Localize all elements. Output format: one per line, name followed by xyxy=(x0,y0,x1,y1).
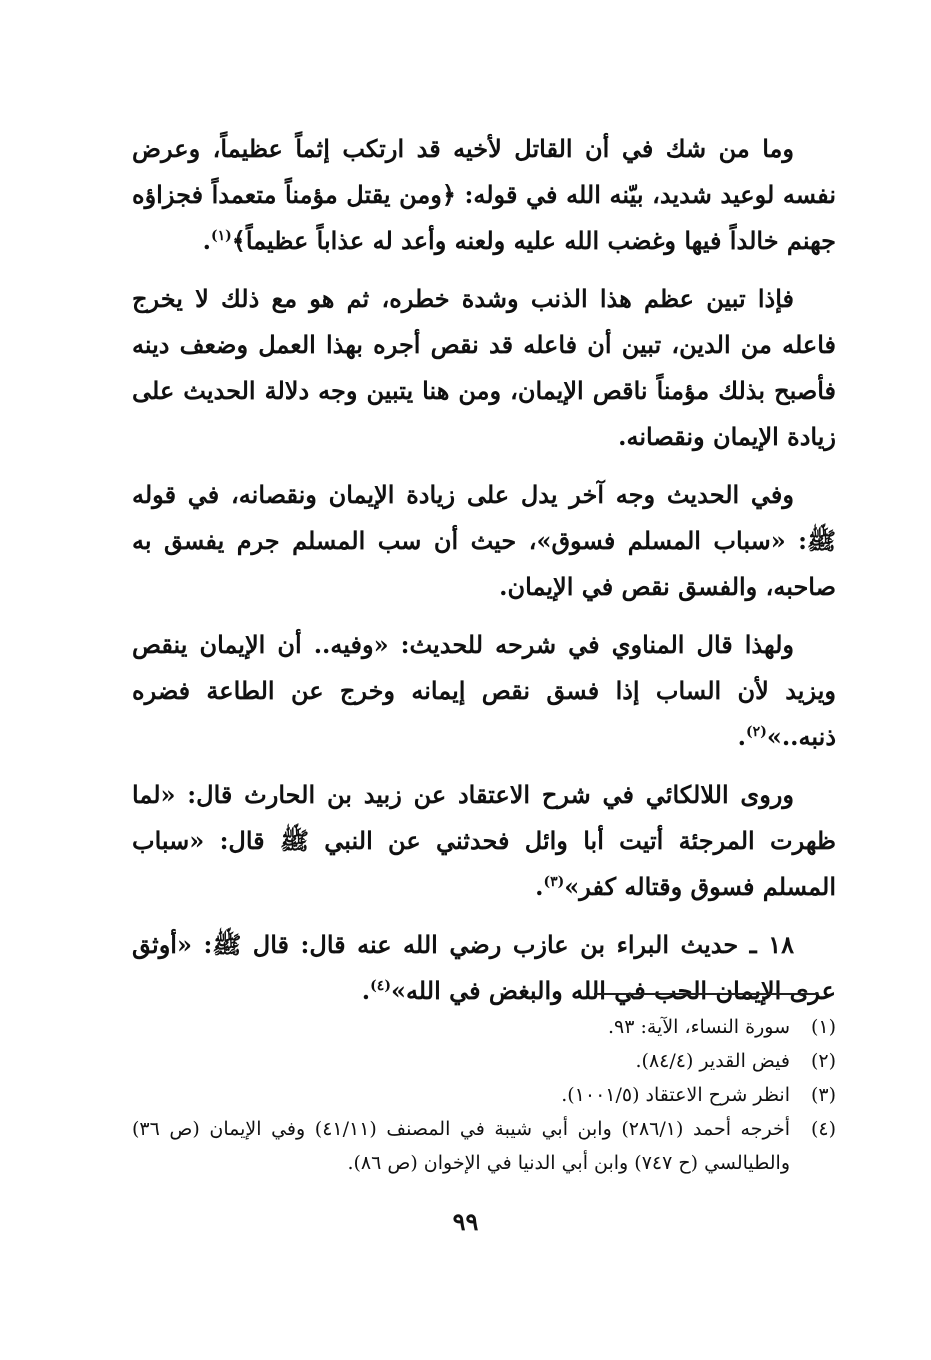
paragraph-tail: . xyxy=(535,872,544,901)
paragraph-text: فإذا تبين عظم هذا الذنب وشدة خطره، ثم هو مع ذلك لا يخرج فاعله من الدين، تبين أن فاعله قد نقص أجره بهذا العمل وضعف دينه فأصبح بذلك مؤمناً ناقص الإيمان، ومن هنا يتبين وجه دلالة الحديث على زيادة الإيمان ونقصانه. xyxy=(132,284,836,451)
footnotes xyxy=(132,1010,836,1180)
paragraph-5 xyxy=(132,772,836,910)
footnote-1 xyxy=(132,1010,836,1044)
paragraph-text: ١٨ ـ حديث البراء بن عازب رضي الله عنه قال: قال ﷺ: «أوثق عرى الإيمان الحب في الله والبغض في الله» xyxy=(132,930,836,1005)
footnote-divider xyxy=(594,993,818,995)
footnote-2 xyxy=(132,1044,836,1078)
footnote-ref-2: (٢) xyxy=(746,724,767,740)
footnote-number: (١) xyxy=(810,1016,836,1038)
paragraph-text: ولهذا قال المناوي في شرحه للحديث: «وفيه.. أن الإيمان ينقص ويزيد لأن الساب إذا فسق نقص إيمانه وخرج عن الطاعة فضره ذنبه..» xyxy=(132,630,836,751)
paragraph-2 xyxy=(132,276,836,460)
footnote-text: انظر شرح الاعتقاد (١٠٠١/٥). xyxy=(561,1084,790,1106)
paragraph-tail: . xyxy=(202,226,212,255)
footnote-ref-3: (٣) xyxy=(543,874,565,890)
footnote-ref-1: (١) xyxy=(211,228,232,244)
paragraph-6 xyxy=(132,922,836,1014)
footnote-text: أخرجه أحمد (٢٨٦/١) وابن أبي شيبة في المصنف (٤١/١١) وفي الإيمان (ص ٣٦) والطيالسي (ح ٧٤٧) وابن أبي الدنيا في الإخوان (ص ٨٦). xyxy=(132,1118,790,1174)
footnote-number: (٣) xyxy=(810,1084,836,1106)
paragraph-text: وفي الحديث وجه آخر يدل على زيادة الإيمان ونقصانه، في قوله ﷺ: «سباب المسلم فسوق»، حيث أن سب المسلم جرم يفسق به صاحبه، والفسق نقص في الإيمان. xyxy=(132,480,836,601)
paragraph-1 xyxy=(132,126,836,264)
footnote-text: فيض القدير (٨٤/٤). xyxy=(635,1050,790,1072)
paragraph-tail: . xyxy=(737,722,747,751)
footnote-3 xyxy=(132,1078,836,1112)
paragraph-4 xyxy=(132,622,836,760)
page-number: ٩٩ xyxy=(452,1207,479,1236)
footnote-number: (٤) xyxy=(810,1118,836,1140)
paragraph-text: وما من شك في أن القاتل لأخيه قد ارتكب إثماً عظيماً، وعرض نفسه لوعيد شديد، بيّنه الله في قوله: ﴿ومن يقتل مؤمناً متعمداً فجزاؤه جهنم خالداً فيها وغضب الله عليه ولعنه وأعد له عذاباً عظيماً﴾ xyxy=(132,134,836,255)
footnote-text: سورة النساء، الآية: ٩٣. xyxy=(607,1016,790,1038)
paragraph-text: وروى اللالكائي في شرح الاعتقاد عن زبيد بن الحارث قال: «لما ظهرت المرجئة أتيت أبا وائل فحدثني عن النبي ﷺ قال: «سباب المسلم فسوق وقتاله كفر» xyxy=(132,780,836,901)
main-text xyxy=(132,126,836,1026)
footnote-4 xyxy=(132,1112,836,1180)
footnote-ref-4: (٤) xyxy=(370,978,391,994)
paragraph-3 xyxy=(132,472,836,610)
paragraph-tail: . xyxy=(361,976,371,1005)
footnote-number: (٢) xyxy=(810,1050,836,1072)
